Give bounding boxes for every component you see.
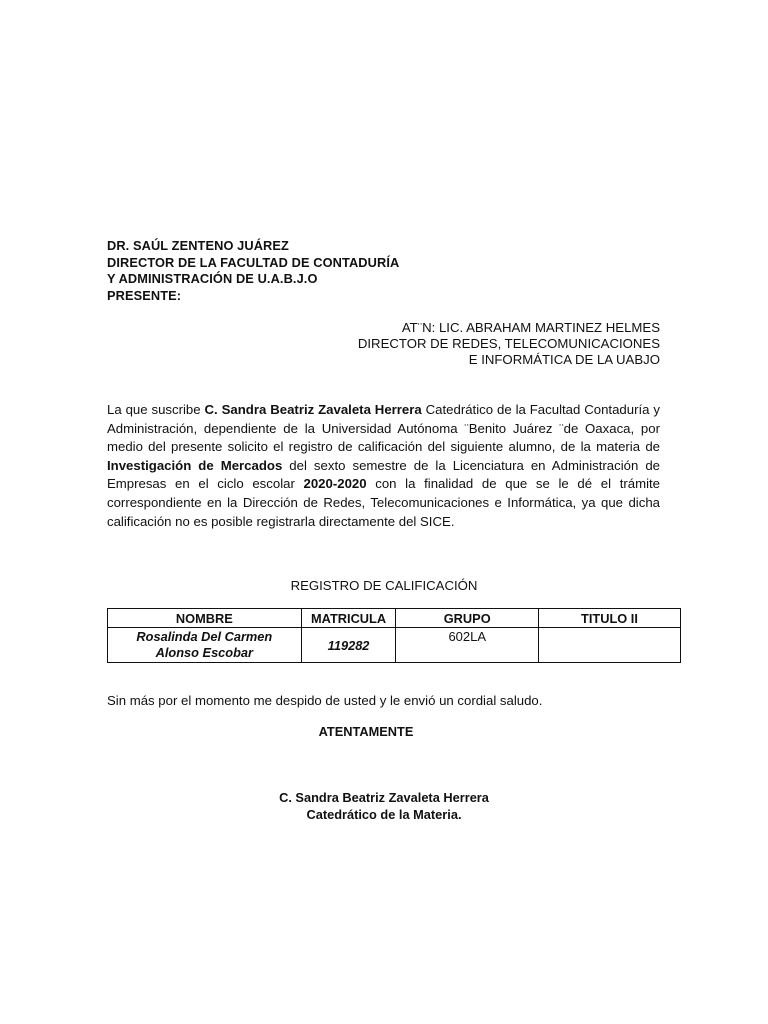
body-text-1: La que suscribe: [107, 402, 205, 417]
cell-titulo: [538, 628, 680, 663]
letter-body: [107, 401, 660, 531]
header-grupo: GRUPO: [396, 609, 538, 628]
addressee-name: DR. SAÚL ZENTENO JUÁREZ: [107, 238, 289, 253]
body-signer-name: C. Sandra Beatriz Zavaleta Herrera: [204, 402, 422, 417]
cell-matricula: 119282: [301, 628, 396, 663]
body-text-4: con la finalidad de que se le dé el trámite correspondiente en la Dirección de Redes, Telecomunicaciones e Informática, ya que dicha calificación no es posible registrarla directamente del SICE.: [107, 476, 660, 529]
addressee-block: [107, 238, 399, 304]
signature-title: Catedrático de la Materia.: [306, 807, 462, 822]
addressee-presente: PRESENTE:: [107, 287, 182, 303]
body-subject: Investigación de Mercados: [107, 457, 283, 473]
section-title: REGISTRO DE CALIFICACIÓN: [290, 578, 478, 593]
body-school-cycle: 2020-2020: [303, 476, 367, 492]
addressee-institution: Y ADMINISTRACIÓN DE U.A.B.J.O: [107, 271, 318, 286]
header-matricula: MATRICULA: [301, 609, 396, 628]
body-text-2: Catedrático de la Facultad Contaduría y Administración, dependiente de la Universidad Autónoma ¨Benito Juárez ¨de Oaxaca, por medio del presente solicito el registro de calificación del siguiente alumno, de la materia de: [107, 402, 660, 455]
attention-block: [358, 320, 660, 368]
cell-grupo: 602LA: [396, 628, 538, 663]
closing-line: Sin más por el momento me despido de usted y le envió un cordial saludo.: [107, 693, 543, 708]
attention-position: DIRECTOR DE REDES, TELECOMUNICACIONES: [357, 336, 660, 351]
signature-name: C. Sandra Beatriz Zavaleta Herrera: [279, 790, 489, 805]
student-name-line2: Alonso Escobar: [155, 645, 254, 660]
signature-block: [0, 789, 768, 823]
atentamente-label: ATENTAMENTE: [318, 724, 414, 739]
table-header-row: [108, 609, 681, 628]
header-titulo: TITULO II: [538, 609, 680, 628]
body-text-3: del sexto semestre de la Licenciatura en Administración de Empresas en el ciclo escolar: [107, 457, 660, 492]
header-nombre: NOMBRE: [108, 609, 302, 628]
cell-nombre: [108, 628, 302, 663]
grades-table: [107, 608, 681, 663]
table-row: [108, 628, 681, 663]
attention-department: E INFORMÁTICA DE LA UABJO: [468, 352, 660, 367]
addressee-position: DIRECTOR DE LA FACULTAD DE CONTADURÍA: [107, 254, 400, 270]
student-name-line1: Rosalinda Del Carmen: [136, 629, 273, 644]
attention-name: AT¨N: LIC. ABRAHAM MARTINEZ HELMES: [401, 320, 660, 335]
